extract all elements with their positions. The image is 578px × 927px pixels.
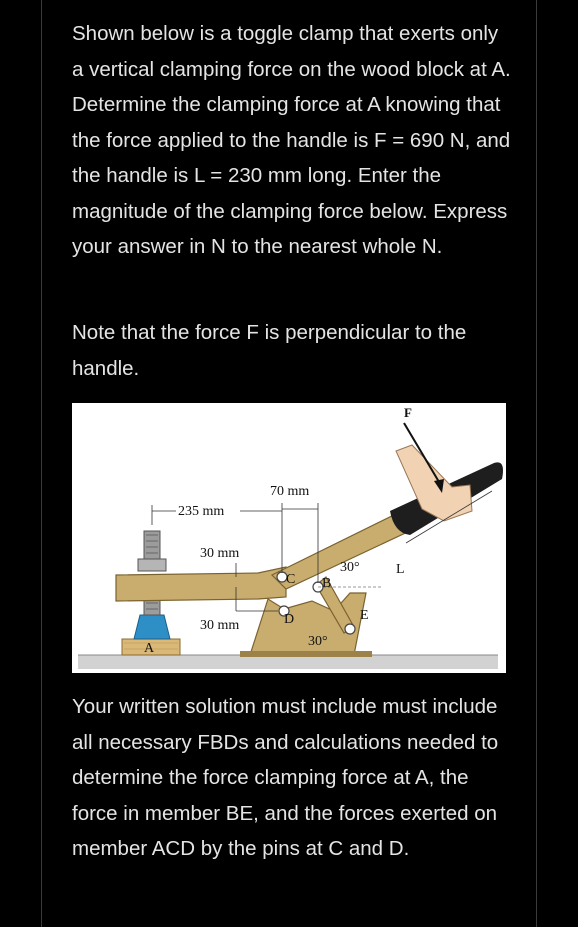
- ground-surface: [78, 655, 498, 669]
- angle-bottom-label: 30°: [308, 634, 328, 649]
- dim-70-label: 70 mm: [270, 484, 310, 499]
- pin-e: [345, 624, 355, 634]
- toggle-clamp-figure: [72, 403, 506, 673]
- spindle-nut: [138, 559, 166, 571]
- toggle-clamp-diagram: [72, 403, 506, 673]
- problem-intro: Shown below is a toggle clamp that exerts only a vertical clamping force on the wood block at A. Determine the clamping force at A knowing that the force applied to the handle is F = 690 N, and the handle is L = 230 mm long. Enter the magnitude of the clamping force below. Express your answer in N to the nearest whole N.: [72, 22, 511, 258]
- label-c: C: [286, 572, 296, 587]
- label-d: D: [284, 612, 295, 627]
- label-a: A: [144, 641, 155, 656]
- left-border-line: [41, 0, 42, 927]
- solution-requirements: Your written solution must include must include all necessary FBDs and calculations needed to determine the force clamping force at A, the force in member BE, and the forces exerted on member ACD by the pins at C and D.: [72, 695, 499, 860]
- label-f: F: [404, 405, 412, 420]
- right-border-line: [536, 0, 537, 927]
- dim-235-label: 235 mm: [178, 504, 225, 519]
- dim-30-bottom-label: 30 mm: [200, 618, 240, 633]
- spindle-lower-thread: [144, 599, 160, 615]
- clamp-pad: [134, 615, 170, 639]
- label-l: L: [396, 562, 405, 577]
- clamp-arm-acd: [116, 567, 286, 601]
- problem-note: Note that the force F is perpendicular to the handle.: [72, 321, 467, 380]
- label-e: E: [360, 608, 369, 623]
- angle-top-label: 30°: [340, 560, 360, 575]
- base-plate: [240, 651, 372, 657]
- label-b: B: [322, 576, 332, 591]
- dim-30-top-label: 30 mm: [200, 546, 240, 561]
